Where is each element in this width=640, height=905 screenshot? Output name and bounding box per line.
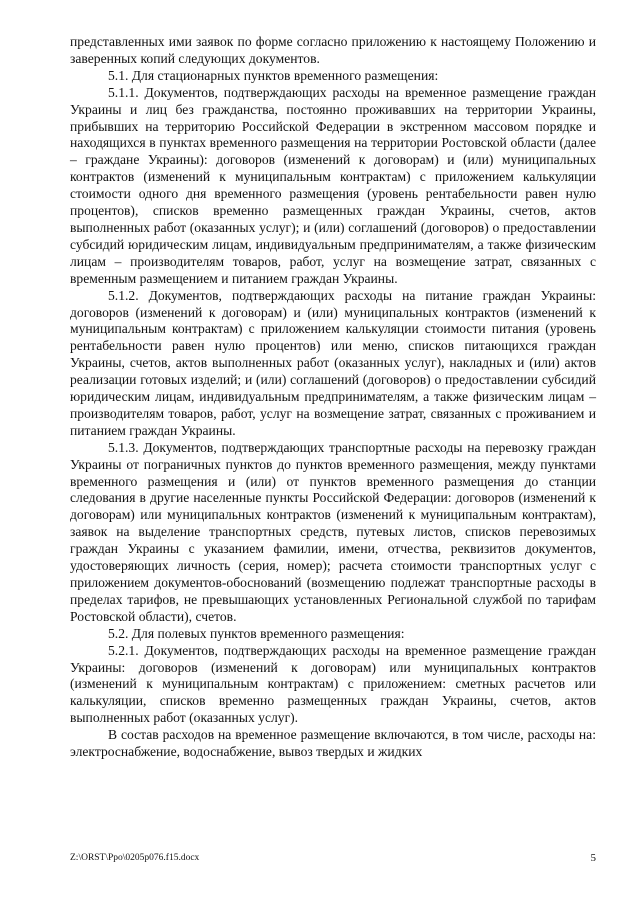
paragraph-5-1-1: 5.1.1. Документов, подтверждающих расходы на временное размещение граждан Украины и лиц без гражданства, постоянно проживавших на территории Украины, прибывших на территорию Российской Федерации в экстренном массовом порядке и находящихся в пунктах временного размещения на территории Ростовской области (далее – граждане Украины): договоров (изменений к договорам) и (или) муниципальных контрактов (изменений к муниципальным контрактам) с приложением калькуляции стоимости одного дня временного размещения (уровень рентабельности равен нулю процентов), списков временно размещенных граждан Украины, счетов, актов выполненных работ (оказанных услуг); и (или) соглашений (договоров) о предоставлении субсидий юридическим лицам, индивидуальным предпринимателям, а также физическим лицам – производителям товаров, работ, услуг на возмещение затрат, связанных с временным размещением и питанием граждан Украины. xyxy=(70,84,596,286)
page-number: 5 xyxy=(590,852,596,864)
paragraph-5-2: 5.2. Для полевых пунктов временного размещения: xyxy=(108,625,405,641)
paragraph-5-1-2: 5.1.2. Документов, подтверждающих расходы на питание граждан Украины: договоров (изменений к договорам) и (или) муниципальных контрактов (изменений к муниципальным контрактам) с приложением калькуляции стоимости питания (уровень рентабельности равен нулю процентов) или меню, списков питающихся граждан Украины, счетов, актов выполненных работ (оказанных услуг), накладных и (или) актов реализации готовых изделий; и (или) соглашений (договоров) о предоставлении субсидий юридическим лицам, индивидуальным предпринимателям, а также физическим лицам – производителям товаров, работ, услуг на возмещение затрат, связанных с проживанием и питанием граждан Украины. xyxy=(70,287,596,438)
document-body xyxy=(70,34,596,761)
paragraph-expenses: В состав расходов на временное размещение включаются, в том числе, расходы на: электроснабжение, водоснабжение, вывоз твердых и жидких xyxy=(70,727,596,760)
paragraph-5-2-1: 5.2.1. Документов, подтверждающих расходы на временное размещение граждан Украины: договоров (изменений к договорам) или муниципальных контрактов (изменений к муниципальным контрактам) с приложением: сметных расчетов или калькуляции, списков временно размещенных граждан Украины, счетов, актов выполненных работ (оказанных услуг). xyxy=(70,642,596,726)
paragraph-5-1: 5.1. Для стационарных пунктов временного размещения: xyxy=(108,67,439,83)
paragraph-5-1-3: 5.1.3. Документов, подтверждающих транспортные расходы на перевозку граждан Украины от пограничных пунктов до пунктов временного размещения, между пунктами временного размещения и (или) от пунктов временного размещения до станции следования в другие населенные пункты Российской Федерации: договоров (изменений к договорам) или муниципальных контрактов (изменений к муниципальным контрактам), заявок на выделение транспортных средств, путевых листов, списков перевозимых граждан Украины с указанием фамилии, имени, отчества, реквизитов документов, удостоверяющих личность (серия, номер); расчета стоимости транспортных услуг с приложением документов-обоснований (возмещению подлежат транспортные расходы в пределах тарифов, не превышающих установленных Региональной службой по тарифам Ростовской области), счетов. xyxy=(70,439,596,624)
file-path: Z:\ORST\Ppo\0205p076.f15.docx xyxy=(70,853,200,863)
paragraph-continuation: представленных ими заявок по форме согласно приложению к настоящему Положению и заверенных копий следующих документов. xyxy=(70,34,596,66)
